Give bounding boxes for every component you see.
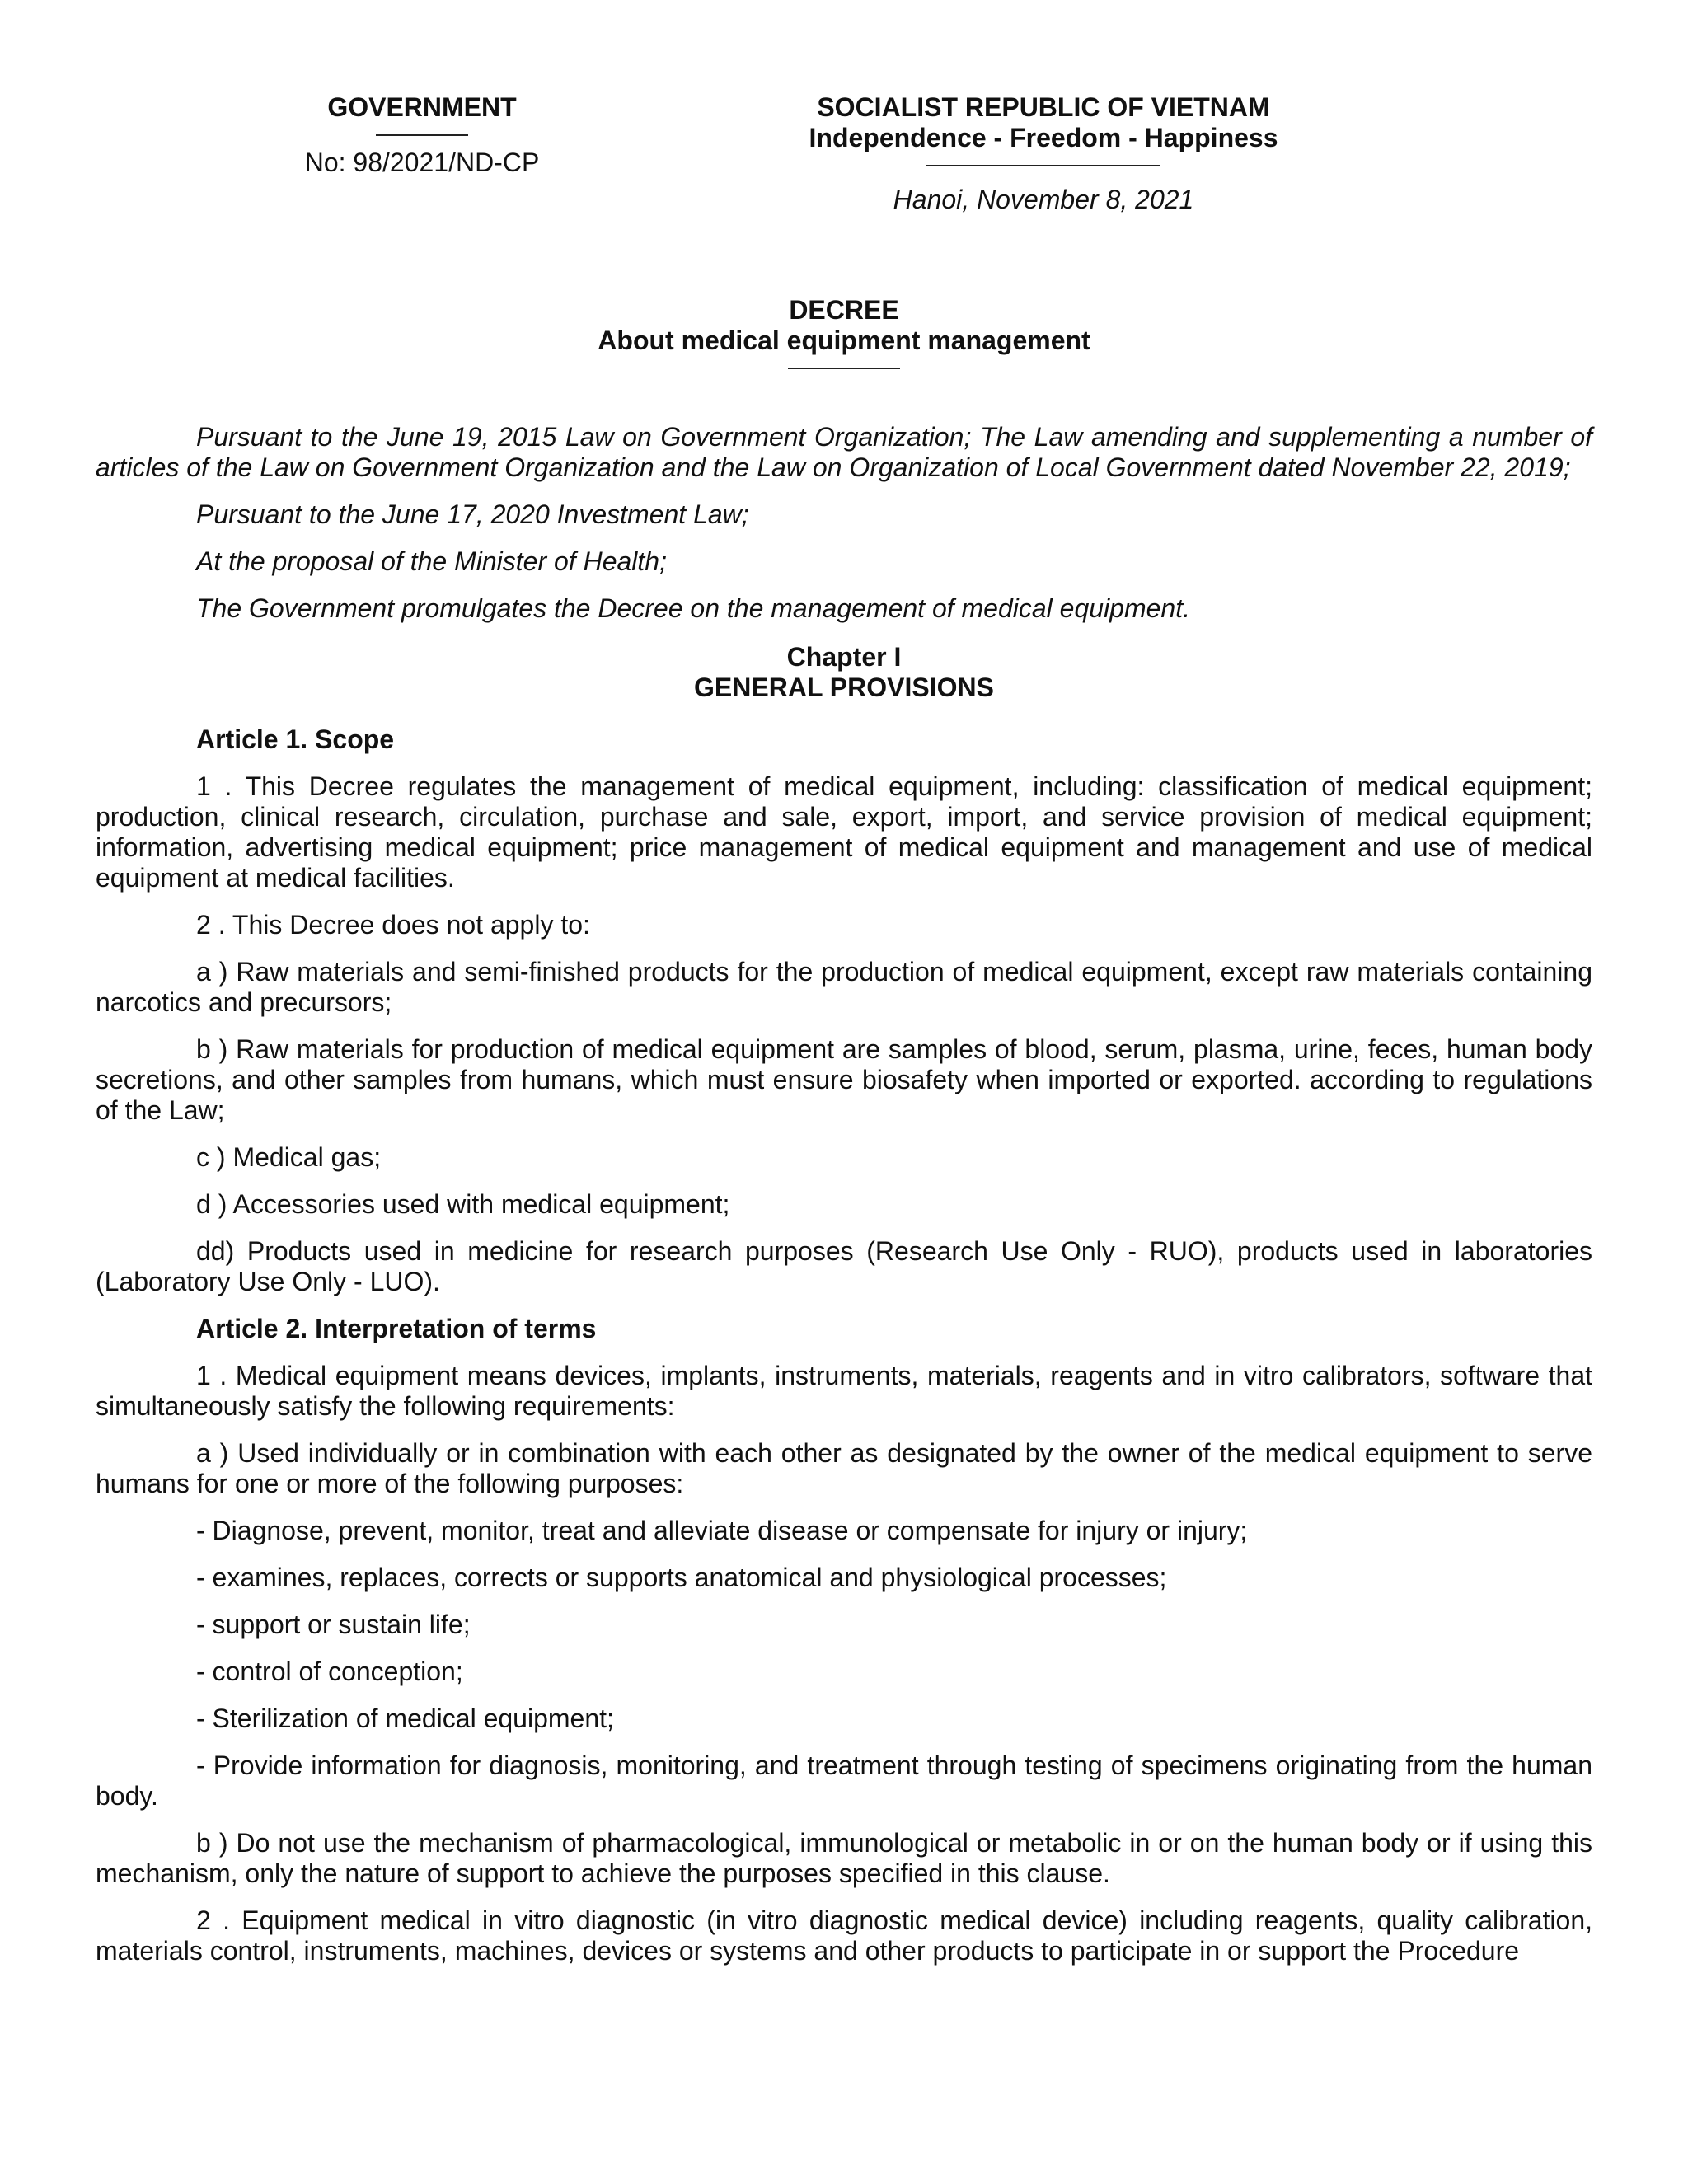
document-number: No: 98/2021/ND-CP bbox=[304, 148, 540, 177]
article-paragraph: a ) Used individually or in combination with each other as designated by the owner of the medical equipment to serve humans for one or more of the following purposes: bbox=[96, 1438, 1592, 1498]
article-1 bbox=[96, 724, 1592, 1297]
article-paragraph: 2 . Equipment medical in vitro diagnostic (in vitro diagnostic medical device) including reagents, quality calibration, materials control, instruments, machines, devices or systems and other products to participate in or support the Procedure bbox=[96, 1905, 1592, 1966]
chapter-heading bbox=[96, 642, 1592, 703]
article-heading: Article 1. Scope bbox=[196, 724, 395, 754]
article-paragraph: b ) Do not use the mechanism of pharmacological, immunological or metabolic in or on the human body or if using this mechanism, only the nature of support to achieve the purposes specified in this clause. bbox=[96, 1828, 1592, 1888]
document-page bbox=[96, 92, 1592, 1983]
article-paragraph: 2 . This Decree does not apply to: bbox=[196, 910, 590, 940]
article-paragraph: - examines, replaces, corrects or supports anatomical and physiological processes; bbox=[196, 1563, 1167, 1592]
preamble-paragraph: At the proposal of the Minister of Health; bbox=[196, 546, 667, 576]
document-header bbox=[96, 92, 1592, 265]
article-paragraph: - control of conception; bbox=[196, 1657, 463, 1686]
preamble-paragraph: The Government promulgates the Decree on the management of medical equipment. bbox=[196, 593, 1190, 623]
article-paragraph: a ) Raw materials and semi-finished products for the production of medical equipment, except raw materials containing narcotics and precursors; bbox=[96, 957, 1592, 1017]
document-type: DECREE bbox=[789, 295, 899, 325]
motto-underline bbox=[926, 165, 1160, 166]
nation-name: SOCIALIST REPUBLIC OF VIETNAM bbox=[817, 92, 1270, 122]
chapter-number: Chapter I bbox=[786, 642, 902, 672]
article-paragraph: - Provide information for diagnosis, monitoring, and treatment through testing of specimens originating from the human body. bbox=[96, 1750, 1592, 1811]
article-paragraph: 1 . This Decree regulates the management of medical equipment, including: classification of medical equipment; production, clinical research, circulation, purchase and sale, export, import, and service provision of medical equipment; information, advertising medical equipment; price management of medical equipment and management and use of medical equipment at medical facilities. bbox=[96, 771, 1592, 893]
article-2 bbox=[96, 1314, 1592, 1966]
place-date: Hanoi, November 8, 2021 bbox=[893, 185, 1194, 214]
document-subject: About medical equipment management bbox=[598, 326, 1090, 355]
national-motto: Independence - Freedom - Happiness bbox=[809, 123, 1278, 152]
issuing-agency: GOVERNMENT bbox=[327, 92, 517, 122]
article-paragraph: - Sterilization of medical equipment; bbox=[196, 1704, 614, 1733]
chapter-name: GENERAL PROVISIONS bbox=[694, 673, 994, 702]
article-paragraph: b ) Raw materials for production of medical equipment are samples of blood, serum, plasma, urine, feces, human body secretions, and other samples from humans, which must ensure biosafety when imported or exported. according to regulations of the Law; bbox=[96, 1034, 1592, 1125]
nation-block bbox=[796, 92, 1291, 215]
preamble bbox=[96, 422, 1592, 624]
preamble-paragraph: Pursuant to the June 19, 2015 Law on Government Organization; The Law amending and supplementing a number of articles of the Law on Government Organization and the Law on Organization of Local Government dated November 22, 2019; bbox=[96, 422, 1592, 482]
article-heading: Article 2. Interpretation of terms bbox=[196, 1314, 597, 1343]
article-paragraph: - Diagnose, prevent, monitor, treat and alleviate disease or compensate for injury or injury; bbox=[196, 1516, 1248, 1545]
agency-underline bbox=[376, 134, 468, 136]
article-paragraph: c ) Medical gas; bbox=[196, 1142, 382, 1172]
preamble-paragraph: Pursuant to the June 17, 2020 Investment Law; bbox=[196, 499, 749, 529]
article-paragraph: dd) Products used in medicine for research purposes (Research Use Only - RUO), products used in laboratories (Laboratory Use Only - LUO). bbox=[96, 1236, 1592, 1296]
issuer-block bbox=[249, 92, 595, 178]
document-title bbox=[96, 295, 1592, 369]
article-paragraph: - support or sustain life; bbox=[196, 1610, 471, 1639]
title-underline bbox=[788, 368, 900, 369]
article-paragraph: d ) Accessories used with medical equipment; bbox=[196, 1189, 730, 1219]
article-paragraph: 1 . Medical equipment means devices, implants, instruments, materials, reagents and in vitro calibrators, software that simultaneously satisfy the following requirements: bbox=[96, 1361, 1592, 1421]
